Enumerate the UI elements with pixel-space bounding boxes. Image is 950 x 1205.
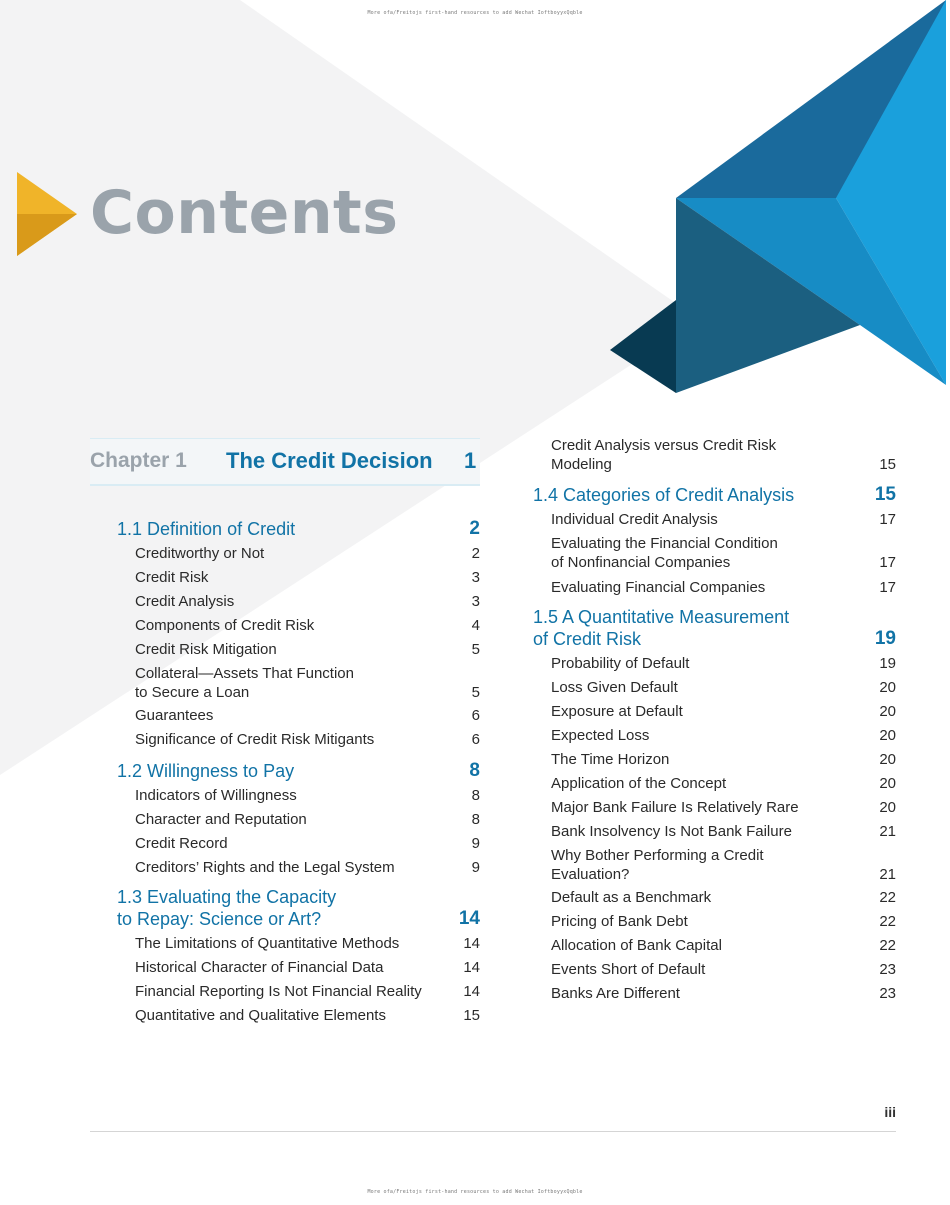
toc-line: Character and Reputation <box>135 811 307 828</box>
toc-entry-title <box>135 616 314 635</box>
toc-line: Pricing of Bank Debt <box>551 913 688 930</box>
footer-rule <box>90 1131 896 1132</box>
toc-line: 1.1 Definition of Credit <box>117 519 296 539</box>
toc-entry-title <box>551 912 688 931</box>
toc-entry[interactable] <box>551 822 896 841</box>
toc-entry-title <box>551 798 799 817</box>
toc-entry[interactable] <box>135 730 480 749</box>
toc-line: Default as a Benchmark <box>551 889 712 906</box>
watermark-top: More ofa/Freitojs first-hand resources to add Wechat IoftboyyxQqble <box>367 10 583 16</box>
toc-line: Quantitative and Qualitative Elements <box>135 1007 386 1024</box>
chapter-page: 1 <box>464 448 477 473</box>
toc-entry[interactable] <box>135 544 480 563</box>
toc-line: Creditworthy or Not <box>135 545 265 562</box>
toc-entry[interactable] <box>135 934 480 953</box>
toc-entry-title <box>551 578 765 597</box>
toc-entry[interactable] <box>551 774 896 793</box>
toc-entry-title <box>135 592 234 611</box>
toc-page-number: 3 <box>471 593 480 610</box>
toc-page-number: 15 <box>874 484 896 505</box>
toc-line: Creditors’ Rights and the Legal System <box>135 859 395 876</box>
toc-line: Bank Insolvency Is Not Bank Failure <box>551 823 792 840</box>
toc-line: Application of the Concept <box>551 775 727 792</box>
toc-page-number: 4 <box>471 617 480 634</box>
toc-line: Probability of Default <box>551 655 690 672</box>
toc-entry-title <box>551 936 722 955</box>
toc-page-number: 21 <box>879 866 896 883</box>
toc-line: Why Bother Performing a Credit <box>551 847 764 864</box>
toc-entry-title <box>135 834 228 853</box>
toc-page-number: 9 <box>471 835 480 852</box>
toc-entry-title <box>135 786 297 805</box>
toc-page-number: 8 <box>469 760 480 781</box>
toc-line: Events Short of Default <box>551 961 706 978</box>
toc-line: 1.3 Evaluating the Capacity <box>117 887 337 907</box>
chapter-label: Chapter 1 <box>90 449 187 472</box>
toc-section[interactable] <box>533 606 896 650</box>
toc-page-number: 22 <box>879 913 896 930</box>
toc-entry[interactable] <box>551 912 896 931</box>
toc-page-number: 14 <box>463 983 480 1000</box>
toc-line: Credit Risk Mitigation <box>135 641 277 658</box>
toc-entry[interactable] <box>551 936 896 955</box>
toc-page-number: 21 <box>879 823 896 840</box>
toc-entry-title <box>551 984 680 1003</box>
toc-page-number: 20 <box>879 679 896 696</box>
toc-entry-title <box>135 568 208 587</box>
toc-line: Exposure at Default <box>551 703 683 720</box>
toc-section[interactable] <box>117 760 480 782</box>
toc-entry-title <box>135 544 264 563</box>
toc-page-number: 23 <box>879 961 896 978</box>
toc-line: Financial Reporting Is Not Financial Reality <box>135 983 422 1000</box>
toc-page-number: 17 <box>879 579 896 596</box>
watermark-bottom: More ofa/Freitojs first-hand resources to add Wechat IoftboyyxQqble <box>367 1189 583 1195</box>
toc-section-title <box>117 886 336 930</box>
toc-page-number: 5 <box>471 684 480 701</box>
toc-entry[interactable] <box>135 982 480 1001</box>
toc-section[interactable] <box>117 886 480 930</box>
toc-line: Significance of Credit Risk Mitigants <box>135 731 375 748</box>
toc-entry[interactable] <box>135 786 480 805</box>
toc-page-number: 19 <box>879 655 896 672</box>
toc-line: Historical Character of Financial Data <box>135 959 384 976</box>
toc-entry[interactable] <box>135 664 480 702</box>
toc-line: Allocation of Bank Capital <box>551 937 722 954</box>
toc-entry[interactable] <box>551 846 896 884</box>
toc-entry[interactable] <box>551 534 896 572</box>
toc-entry[interactable] <box>135 810 480 829</box>
toc-page-number: 14 <box>463 959 480 976</box>
toc-entry[interactable] <box>135 834 480 853</box>
toc-entry[interactable] <box>551 960 896 979</box>
toc-section[interactable] <box>533 484 896 506</box>
toc-entry-title <box>551 750 669 769</box>
toc-line: The Time Horizon <box>551 751 670 768</box>
toc-page-number: 3 <box>471 569 480 586</box>
toc-page-number: 17 <box>879 554 896 571</box>
toc-entry[interactable] <box>551 702 896 721</box>
toc-entry[interactable] <box>135 616 480 635</box>
toc-entry[interactable] <box>551 888 896 907</box>
toc-page-number: 20 <box>879 775 896 792</box>
toc-line: to Secure a Loan <box>135 684 250 701</box>
chapter-title: The Credit Decision <box>226 448 433 473</box>
toc-entry-title <box>551 702 683 721</box>
toc-entry-title <box>135 640 277 659</box>
toc-line: Collateral—Assets That Function <box>135 665 354 682</box>
toc-page-number: 9 <box>471 859 480 876</box>
toc-line: to Repay: Science or Art? <box>117 909 322 929</box>
toc-line: 1.4 Categories of Credit Analysis <box>533 485 795 505</box>
toc-line: Indicators of Willingness <box>135 787 297 804</box>
toc-page-number: 14 <box>458 908 480 929</box>
toc-entry-title <box>551 888 711 907</box>
toc-page-number: 8 <box>471 787 480 804</box>
toc-section-title <box>533 606 789 650</box>
toc-line: Banks Are Different <box>551 985 680 1002</box>
toc-entry-title <box>551 726 649 745</box>
toc-entry-title <box>551 822 792 841</box>
toc-entry[interactable] <box>135 640 480 659</box>
toc-entry-title <box>551 678 678 697</box>
toc-section-title <box>117 518 295 540</box>
toc-page-number: 8 <box>471 811 480 828</box>
toc-entry-title <box>551 846 764 884</box>
arrow-icon <box>17 172 79 256</box>
toc-entry[interactable] <box>135 706 480 725</box>
toc-entry-title <box>135 982 422 1001</box>
toc-page-number: 2 <box>471 545 480 562</box>
toc-line: Credit Analysis <box>135 593 235 610</box>
toc-line: Credit Analysis versus Credit Risk <box>551 437 777 454</box>
toc-entry[interactable] <box>551 984 896 1003</box>
toc-page-number: 19 <box>874 628 896 649</box>
toc-line: 1.2 Willingness to Pay <box>117 761 295 781</box>
toc-page-number: 20 <box>879 799 896 816</box>
page-title: Contents <box>90 178 399 248</box>
page-number: iii <box>884 1104 896 1120</box>
toc-entry[interactable] <box>551 654 896 673</box>
toc-line: Evaluating the Financial Condition <box>551 535 778 552</box>
toc-entry-title <box>135 810 307 829</box>
toc-page-number: 22 <box>879 937 896 954</box>
toc-entry[interactable] <box>551 578 896 597</box>
toc-entry-title <box>135 958 383 977</box>
toc-entry[interactable] <box>551 798 896 817</box>
toc-line: Evaluating Financial Companies <box>551 579 766 596</box>
toc-page-number: 15 <box>463 1007 480 1024</box>
toc-entry-title <box>135 858 395 877</box>
toc-entry[interactable] <box>551 750 896 769</box>
toc-page-number: 20 <box>879 727 896 744</box>
toc-line: Modeling <box>551 456 612 473</box>
toc-line: Individual Credit Analysis <box>551 511 718 528</box>
toc-line: 1.5 A Quantitative Measurement <box>533 607 790 627</box>
toc-entry[interactable] <box>135 958 480 977</box>
toc-entry[interactable] <box>135 568 480 587</box>
toc-section-title <box>117 760 294 782</box>
toc-entry[interactable] <box>551 726 896 745</box>
toc-entry[interactable] <box>551 436 896 474</box>
toc-page-number: 14 <box>463 935 480 952</box>
toc-entry-title <box>551 960 705 979</box>
toc-page-number: 2 <box>469 518 480 539</box>
toc-line: of Nonfinancial Companies <box>551 554 731 571</box>
toc-page-number: 6 <box>471 731 480 748</box>
toc-page-number: 20 <box>879 751 896 768</box>
toc-entry-title <box>551 534 778 572</box>
toc-entry[interactable] <box>135 1006 480 1025</box>
toc-line: Evaluation? <box>551 866 630 883</box>
toc-entry-title <box>551 510 718 529</box>
toc-page-number: 22 <box>879 889 896 906</box>
toc-entry-title <box>135 706 213 725</box>
toc-section-title <box>533 484 794 506</box>
toc-page-number: 23 <box>879 985 896 1002</box>
toc-line: The Limitations of Quantitative Methods <box>135 935 400 952</box>
toc-line: Components of Credit Risk <box>135 617 315 634</box>
toc-page-number: 20 <box>879 703 896 720</box>
toc-entry-title <box>551 654 689 673</box>
toc-entry-title <box>135 664 354 702</box>
toc-line: Major Bank Failure Is Relatively Rare <box>551 799 799 816</box>
toc-page-number: 17 <box>879 511 896 528</box>
toc-page-number: 5 <box>471 641 480 658</box>
toc-line: Credit Risk <box>135 569 209 586</box>
toc-entry-title <box>135 730 374 749</box>
toc-entry[interactable] <box>135 858 480 877</box>
toc-entry-title <box>135 934 399 953</box>
toc-line: of Credit Risk <box>533 629 642 649</box>
toc-line: Guarantees <box>135 707 214 724</box>
toc-entry-title <box>135 1006 386 1025</box>
toc-page-number: 6 <box>471 707 480 724</box>
toc-entry[interactable] <box>135 592 480 611</box>
toc-page-number: 15 <box>879 456 896 473</box>
toc-line: Credit Record <box>135 835 228 852</box>
toc-section[interactable] <box>117 518 480 540</box>
toc-line: Loss Given Default <box>551 679 678 696</box>
toc-entry[interactable] <box>551 510 896 529</box>
toc-entry[interactable] <box>551 678 896 697</box>
toc-entry-title <box>551 436 776 474</box>
toc-line: Expected Loss <box>551 727 650 744</box>
toc-entry-title <box>551 774 726 793</box>
